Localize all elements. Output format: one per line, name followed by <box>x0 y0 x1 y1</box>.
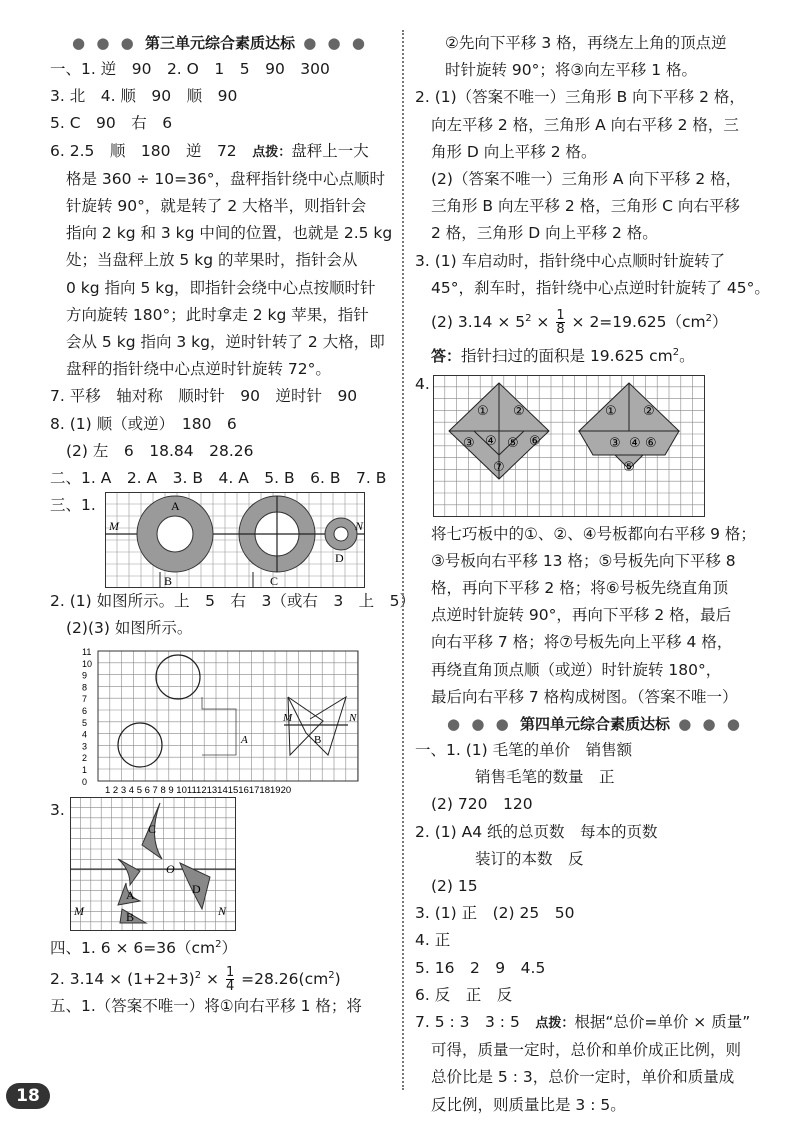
fig2-y-tick: 8 <box>82 682 88 693</box>
answer-line: ②先向下平移 3 格，再绕左上角的顶点逆 <box>445 34 727 52</box>
answer-line: 盘秤的指针绕中心点逆时针旋转 72°。 <box>66 360 331 379</box>
answer-line: 3. <box>50 800 65 819</box>
answer-line: 一、1. (1) 毛笔的单价 销售额 <box>415 740 633 759</box>
denominator: 4 <box>225 979 235 995</box>
answer-line <box>415 339 775 370</box>
answer-text: ） <box>221 938 238 957</box>
fig3-label-c: C <box>148 821 157 836</box>
answer-line: 最后向右平移 7 格构成树图。（答案不唯一） <box>431 687 738 706</box>
answer-line: 销售毛笔的数量 正 <box>475 768 615 787</box>
fig4-label-5: ⑤ <box>507 435 519 451</box>
fig2-label-n: N <box>349 711 357 724</box>
answer-text: × 2=19.625（cm <box>566 313 706 332</box>
fig4-label-4: ④ <box>485 433 497 449</box>
superscript: 2 <box>328 970 335 982</box>
left-column <box>50 30 416 1021</box>
section3-title-text: 第三单元综合素质达标 <box>144 34 295 52</box>
numerator: 1 <box>556 308 565 324</box>
answer-line: ③号板向右平移 13 格；⑤号板先向下平移 8 <box>431 551 736 570</box>
fig2-y-tick: 9 <box>82 670 88 681</box>
answer-line: 点逆时针旋转 90°，再向下平移 2 格，最后 <box>431 606 732 625</box>
fig1-label-m: M <box>109 519 119 534</box>
answer-line: 3. (1) 车启动时，指针绕中心点顺时针旋转了 <box>415 251 726 270</box>
answer-line: 3. 北 4. 顺 90 顺 90 <box>50 87 238 106</box>
fig2-y-tick: 10 <box>82 658 93 669</box>
fig1-label-a: A <box>171 499 180 514</box>
dots-decoration: ● ● ● <box>295 34 368 52</box>
section4-title <box>415 711 775 737</box>
dots-decoration: ● ● ● <box>72 34 145 52</box>
answer-line: 5. 16 2 9 4.5 <box>415 958 546 977</box>
answer-text: 指针扫过的面积是 19.625 cm <box>461 347 673 366</box>
answer-line <box>50 138 390 166</box>
answer-line: 7. 平移 轴对称 顺时针 90 逆时针 90 <box>50 387 358 406</box>
figure4-block <box>415 371 775 521</box>
answer-line: 反比例，则质量比是 3 : 5。 <box>431 1095 626 1114</box>
superscript: 2 <box>215 938 222 950</box>
answer-line: 三、1. <box>50 496 96 515</box>
answer-line <box>50 962 390 993</box>
section3-title <box>50 30 390 56</box>
answer-line: 格是 360 ÷ 10=36°，盘秤指针绕中心点顺时 <box>66 169 386 188</box>
fig4-label-3: ③ <box>463 435 475 451</box>
answer-line: 指向 2 kg 和 3 kg 中间的位置，也就是 2.5 kg <box>66 224 393 243</box>
dots-decoration: ● ● ● <box>447 714 520 733</box>
answer-line: 角形 D 向上平移 2 格。 <box>431 142 597 161</box>
answer-line <box>415 302 775 339</box>
fig3-label-n: N <box>218 903 227 918</box>
answer-text: 盘秤上一大 <box>291 141 369 160</box>
answer-line: 8. (1) 顺（或逆） 180 6 <box>50 414 237 433</box>
answer-line: 二、1. A 2. A 3. B 4. A 5. B 6. B 7. B <box>50 469 387 488</box>
fig4-label-2: ② <box>513 403 525 419</box>
answer-line: 2 格，三角形 D 向上平移 2 格。 <box>431 224 658 243</box>
fraction <box>556 309 564 336</box>
fig4-tree-label-5: ⑤ <box>623 459 635 475</box>
answer-text: ） <box>712 313 728 332</box>
fig4-label-6: ⑥ <box>529 433 541 449</box>
fig2-y-tick: 3 <box>82 741 88 752</box>
fig3-label-b: B <box>126 909 135 924</box>
answer-line: 再绕直角顶点顺（或逆）时针旋转 180°， <box>431 660 722 679</box>
answer-line: 总价比是 5 : 3，总价一定时，单价和质量成 <box>431 1068 735 1087</box>
answer-line: 6. 反 正 反 <box>415 985 513 1004</box>
fig2-label-b: B <box>314 733 322 746</box>
fig3-label-m: M <box>74 903 84 918</box>
fig1-label-b: B <box>164 574 173 589</box>
answer-line: 2. (1) A4 纸的总页数 每本的页数 <box>415 822 658 841</box>
answer-line: 向左平移 2 格，三角形 A 向右平移 2 格，三 <box>431 115 739 134</box>
figure1-block <box>50 492 390 588</box>
fig4-label-7: ⑦ <box>493 459 505 475</box>
denominator: 8 <box>556 322 565 338</box>
fig2-y-tick: 5 <box>82 717 88 728</box>
fig3-label-o: O <box>166 861 175 876</box>
page-number: 18 <box>6 1083 50 1109</box>
superscript: 2 <box>705 313 713 325</box>
answer-line: 处；当盘秤上放 5 kg 的苹果时，指针会从 <box>66 251 358 270</box>
answer-line: 五、1.（答案不唯一）将①向右平移 1 格；将 <box>50 997 362 1016</box>
answer-line: 三角形 B 向左平移 2 格，三角形 C 向右平移 <box>431 197 740 216</box>
answer-line: (2) 15 <box>431 876 478 895</box>
fig2-y-tick: 1 <box>82 764 88 775</box>
fig2-label-m: M <box>283 711 293 724</box>
fig2-y-tick: 4 <box>82 729 88 740</box>
answer-line: 5. C 90 右 6 <box>50 114 173 133</box>
answer-text: × <box>531 313 555 332</box>
answer-line: 格，再向下平移 2 格；将⑥号板先绕直角顶 <box>431 578 729 597</box>
answer-line: 2. (1)（答案不唯一）三角形 B 向下平移 2 格， <box>415 88 745 107</box>
answer-line: (2)（答案不唯一）三角形 A 向下平移 2 格， <box>431 170 742 189</box>
figure3-shapes <box>70 797 240 931</box>
answer-line: 向右平移 7 格；将⑦号板先向上平移 4 格， <box>431 633 733 652</box>
answer-text: =28.26(cm <box>236 970 329 989</box>
superscript: 2 <box>672 347 680 359</box>
answer-line: 2. (1) 如图所示。上 5 右 3（或右 3 上 5） <box>50 592 416 611</box>
answer-line: 45°，刹车时，指针绕中心点逆时针旋转了 45°。 <box>431 278 770 297</box>
fig2-y-tick: 11 <box>82 646 92 657</box>
answer-line: 会从 5 kg 指向 3 kg，逆时针转了 2 大格，即 <box>66 333 385 352</box>
fig2-y-tick: 7 <box>82 693 88 704</box>
fig2-y-tick: 6 <box>82 705 88 716</box>
answer-text: (2) 3.14 × 5 <box>431 313 526 332</box>
answer-text: 根据“总价=单价 × 质量” <box>574 1013 751 1031</box>
fig3-label-a: A <box>126 887 135 902</box>
fig4-tree-label-4: ④ <box>629 435 641 451</box>
answer-text: 7. 5 : 3 3 : 5 <box>415 1013 520 1031</box>
answer-label: 答： <box>431 347 462 366</box>
answer-line: 一、1. 逆 90 2. O 1 5 90 300 <box>50 60 330 78</box>
answer-line: 装订的本数 反 <box>475 849 584 868</box>
fig4-tree-label-1: ① <box>605 403 617 419</box>
answer-line: 0 kg 指向 5 kg，即指针会绕中心点按顺时针 <box>66 278 376 297</box>
column-divider <box>402 30 404 1090</box>
fig2-x-ticks: 1 2 3 4 5 6 7 8 9 1011121314151617181920 <box>105 784 292 795</box>
dots-decoration: ● ● ● <box>670 714 743 733</box>
answer-line <box>415 1009 775 1037</box>
fig4-tree-label-3: ③ <box>609 435 621 451</box>
superscript: 2 <box>194 970 202 982</box>
fraction <box>226 966 234 993</box>
figure1-rings <box>105 492 365 588</box>
numerator: 1 <box>225 965 235 981</box>
fig3-label-d: D <box>192 881 201 896</box>
answer-line: 时针旋转 90°；将③向左平移 1 格。 <box>445 61 698 80</box>
answer-text: 2. 3.14 × (1+2+3) <box>50 970 195 989</box>
figure4-tangram-grid <box>433 375 705 517</box>
answer-line: 4. <box>415 374 430 393</box>
answer-line: 将七巧板中的①、②、④号板都向右平移 9 格； <box>431 524 756 543</box>
tip-label: 点拨： <box>535 1016 575 1031</box>
superscript: 2 <box>525 313 532 325</box>
answer-line <box>50 931 390 962</box>
answer-line: 可得，质量一定时，总价和单价成正比例，则 <box>431 1041 742 1060</box>
answer-text: 6. 2.5 顺 180 逆 72 <box>50 141 237 160</box>
fig4-label-1: ① <box>477 403 489 419</box>
answer-line: (2) 720 120 <box>431 795 533 814</box>
figure3-block <box>50 797 390 931</box>
right-column <box>415 30 775 1119</box>
answer-line: 4. 正 <box>415 931 451 950</box>
fig4-tree-label-2: ② <box>643 403 655 419</box>
answer-line: 针旋转 90°，就是转了 2 大格半，则指针会 <box>66 197 367 216</box>
fig4-tree-label-6: ⑥ <box>645 435 657 451</box>
fig2-y-tick: 2 <box>82 752 88 763</box>
answer-line: 3. (1) 正 (2) 25 50 <box>415 904 575 923</box>
fig1-label-c: C <box>270 574 279 589</box>
answer-text: 四、1. 6 × 6=36（cm <box>50 938 216 957</box>
fig2-label-a: A <box>241 733 248 746</box>
tip-label: 点拨： <box>252 144 292 160</box>
fig1-label-d: D <box>335 551 344 566</box>
answer-line: (2)(3) 如图所示。 <box>66 619 193 638</box>
fig2-y-tick: 0 <box>82 776 88 787</box>
section4-title-text: 第四单元综合素质达标 <box>519 714 670 733</box>
answer-text: × <box>201 970 224 989</box>
figure2-coordinate-grid <box>78 645 378 795</box>
answer-line: (2) 左 6 18.84 28.26 <box>66 441 254 460</box>
fig1-label-n: N <box>355 519 364 534</box>
answer-line: 方向旋转 180°；此时拿走 2 kg 苹果，指针 <box>66 305 369 324</box>
answer-text: 。 <box>679 347 695 366</box>
answer-text: ) <box>334 970 341 989</box>
